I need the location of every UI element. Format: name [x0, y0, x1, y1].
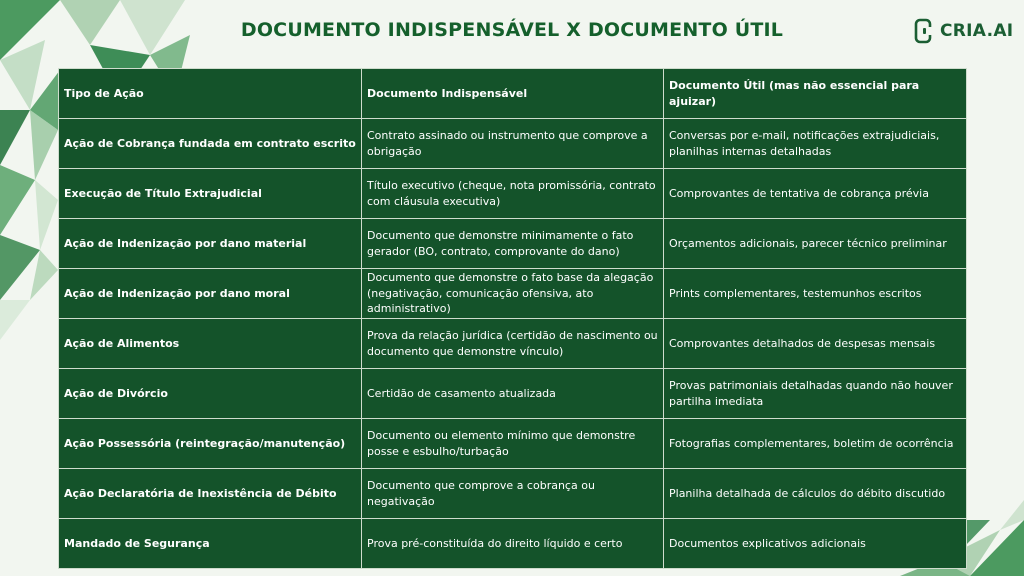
cell-documento-indispensavel: Prova pré-constituída do direito líquido e certo	[362, 519, 664, 569]
cell-documento-util: Provas patrimoniais detalhadas quando não houver partilha imediata	[664, 369, 967, 419]
cell-documento-indispensavel: Certidão de casamento atualizada	[362, 369, 664, 419]
cell-documento-indispensavel: Título executivo (cheque, nota promissória, contrato com cláusula executiva)	[362, 169, 664, 219]
cell-documento-indispensavel: Documento ou elemento mínimo que demonstre posse e esbulho/turbação	[362, 419, 664, 469]
cell-documento-util: Conversas por e-mail, notificações extrajudiciais, planilhas internas detalhadas	[664, 119, 967, 169]
cell-documento-util: Orçamentos adicionais, parecer técnico preliminar	[664, 219, 967, 269]
cell-tipo-de-acao: Ação de Indenização por dano moral	[59, 269, 362, 319]
table-row	[59, 469, 967, 519]
header-tipo-de-acao: Tipo de Ação	[59, 69, 362, 119]
cell-tipo-de-acao: Ação de Alimentos	[59, 319, 362, 369]
cell-documento-util: Prints complementares, testemunhos escritos	[664, 269, 967, 319]
cell-documento-indispensavel: Prova da relação jurídica (certidão de nascimento ou documento que demonstre vínculo)	[362, 319, 664, 369]
cell-documento-indispensavel: Contrato assinado ou instrumento que comprove a obrigação	[362, 119, 664, 169]
cria-logo-mark-icon	[914, 18, 936, 44]
cell-tipo-de-acao: Execução de Título Extrajudicial	[59, 169, 362, 219]
cell-tipo-de-acao: Ação de Divórcio	[59, 369, 362, 419]
cell-tipo-de-acao: Ação Declaratória de Inexistência de Débito	[59, 469, 362, 519]
cell-tipo-de-acao: Ação de Indenização por dano material	[59, 219, 362, 269]
table-row	[59, 219, 967, 269]
cell-documento-indispensavel: Documento que comprove a cobrança ou negativação	[362, 469, 664, 519]
cell-documento-util: Comprovantes de tentativa de cobrança prévia	[664, 169, 967, 219]
cell-documento-util: Comprovantes detalhados de despesas mensais	[664, 319, 967, 369]
cell-documento-indispensavel: Documento que demonstre minimamente o fato gerador (BO, contrato, comprovante do dano)	[362, 219, 664, 269]
cell-tipo-de-acao: Mandado de Segurança	[59, 519, 362, 569]
page-title: DOCUMENTO INDISPENSÁVEL X DOCUMENTO ÚTIL	[240, 19, 784, 41]
table-row	[59, 169, 967, 219]
table-row	[59, 119, 967, 169]
comparison-table	[58, 68, 967, 569]
header-documento-indispensavel: Documento Indispensável	[362, 69, 664, 119]
cell-tipo-de-acao: Ação Possessória (reintegração/manutenção)	[59, 419, 362, 469]
cell-documento-util: Fotografias complementares, boletim de ocorrência	[664, 419, 967, 469]
table-header-row	[59, 69, 967, 119]
logo-text: CRIA.AI	[940, 21, 1014, 41]
cell-documento-util: Documentos explicativos adicionais	[664, 519, 967, 569]
cell-documento-indispensavel: Documento que demonstre o fato base da alegação (negativação, comunicação ofensiva, ato administrativo)	[362, 269, 664, 319]
table-row	[59, 419, 967, 469]
table-row	[59, 319, 967, 369]
cell-tipo-de-acao: Ação de Cobrança fundada em contrato escrito	[59, 119, 362, 169]
table-row	[59, 269, 967, 319]
cell-documento-util: Planilha detalhada de cálculos do débito discutido	[664, 469, 967, 519]
brand-logo	[914, 18, 1013, 44]
table-row	[59, 369, 967, 419]
header-documento-util: Documento Útil (mas não essencial para ajuizar)	[664, 69, 967, 119]
table-row	[59, 519, 967, 569]
